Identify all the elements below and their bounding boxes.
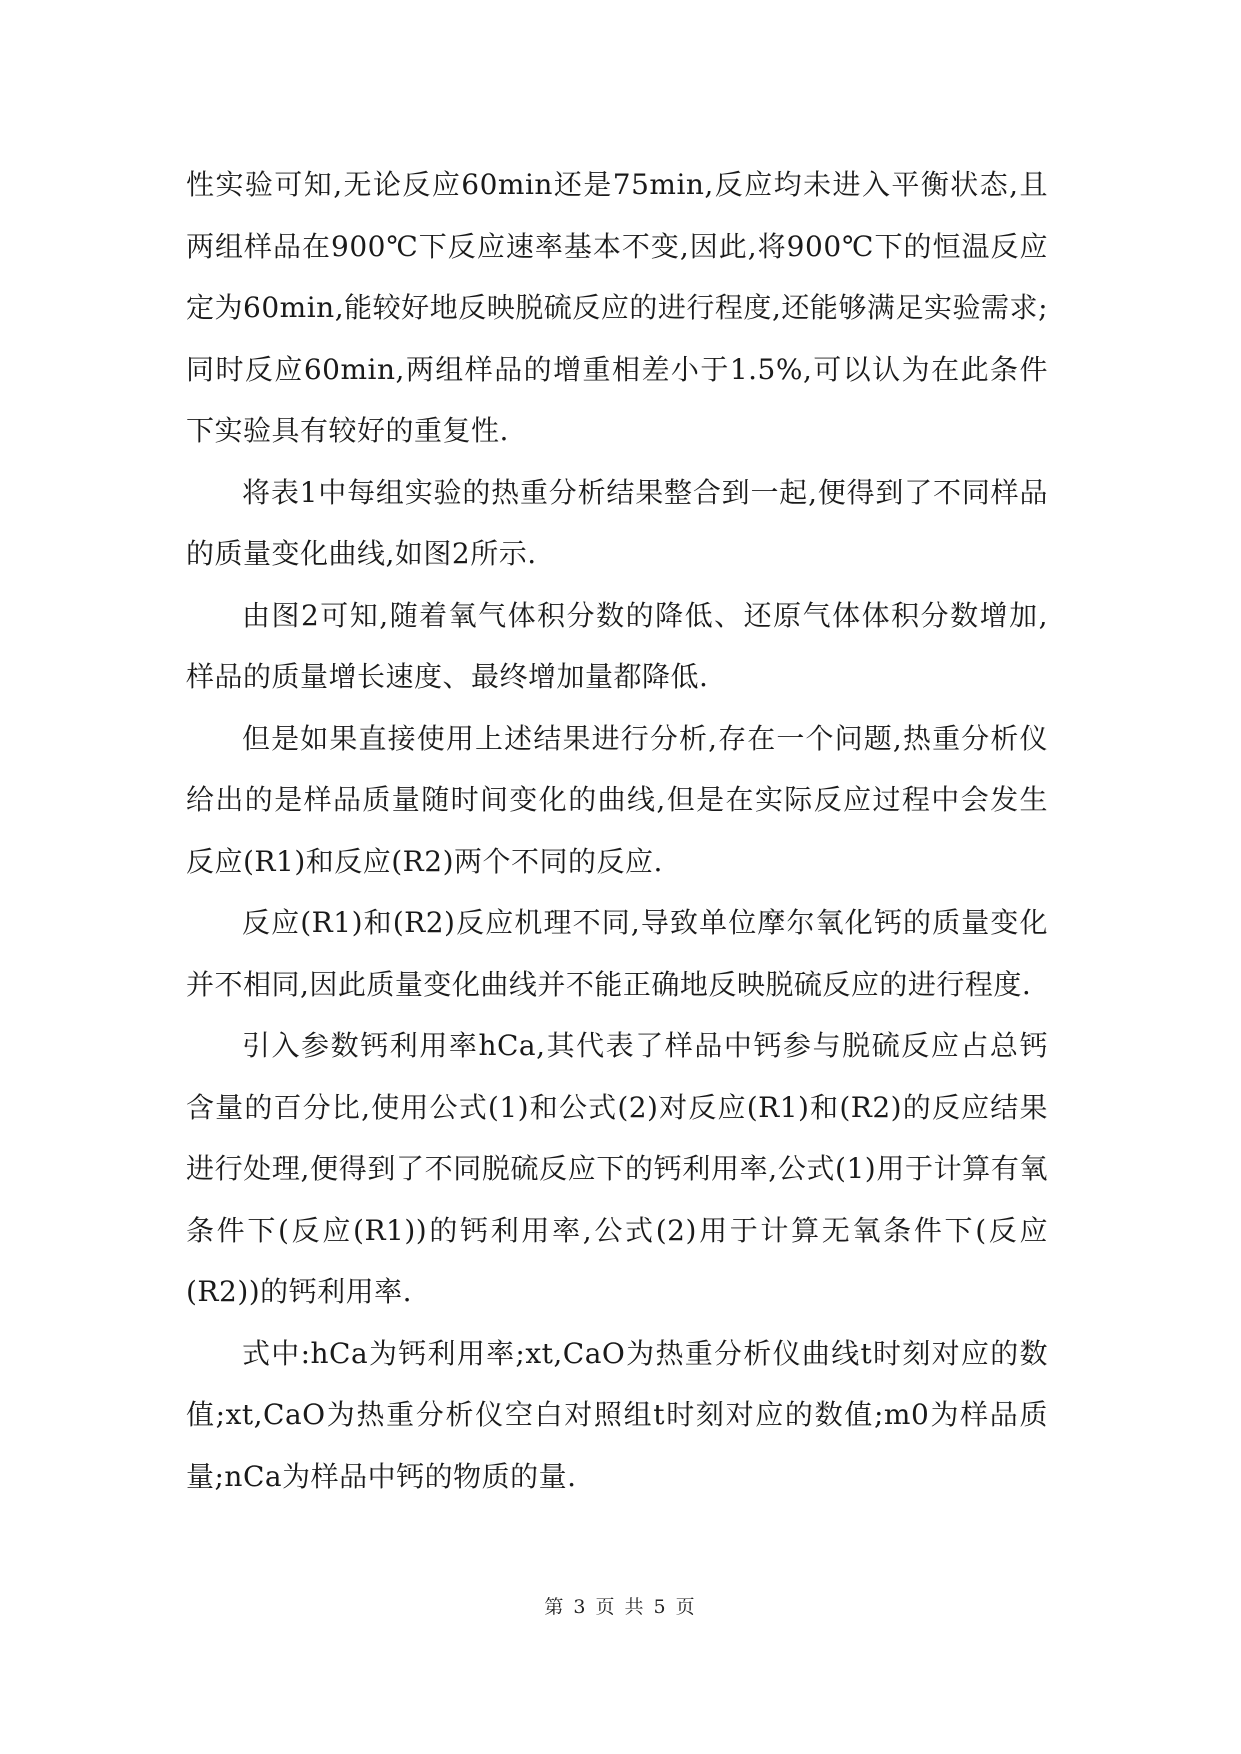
body-text: [186, 154, 1048, 1507]
paragraph: 将表1中每组实验的热重分析结果整合到一起,便得到了不同样品的质量变化曲线,如图2所示.: [186, 475, 1048, 570]
paragraph: 式中:hCa为钙利用率;xt,CaO为热重分析仪曲线t时刻对应的数值;xt,CaO为热重分析仪空白对照组t时刻对应的数值;m0为样品质量;nCa为样品中钙的物质的量.: [186, 1336, 1048, 1493]
paragraph: 引入参数钙利用率hCa,其代表了样品中钙参与脱硫反应占总钙含量的百分比,使用公式(1)和公式(2)对反应(R1)和(R2)的反应结果进行处理,便得到了不同脱硫反应下的钙利用率,公式(1)用于计算有氧条件下(反应(R1))的钙利用率,公式(2)用于计算无氧条件下(反应(R2))的钙利用率.: [186, 1029, 1048, 1308]
page-number-footer: 第 3 页 共 5 页: [544, 1596, 697, 1618]
paragraph: 由图2可知,随着氧气体积分数的降低、还原气体体积分数增加,样品的质量增长速度、最终增加量都降低.: [186, 598, 1048, 693]
paragraph: 但是如果直接使用上述结果进行分析,存在一个问题,热重分析仪给出的是样品质量随时间变化的曲线,但是在实际反应过程中会发生反应(R1)和反应(R2)两个不同的反应.: [186, 721, 1048, 878]
paragraph: 反应(R1)和(R2)反应机理不同,导致单位摩尔氧化钙的质量变化并不相同,因此质量变化曲线并不能正确地反映脱硫反应的进行程度.: [186, 906, 1048, 1001]
paragraph: 性实验可知,无论反应60min还是75min,反应均未进入平衡状态,且两组样品在900℃下反应速率基本不变,因此,将900℃下的恒温反应定为60min,能较好地反映脱硫反应的进行程度,还能够满足实验需求;同时反应60min,两组样品的增重相差小于1.5%,可以认为在此条件下实验具有较好的重复性.: [186, 168, 1048, 447]
